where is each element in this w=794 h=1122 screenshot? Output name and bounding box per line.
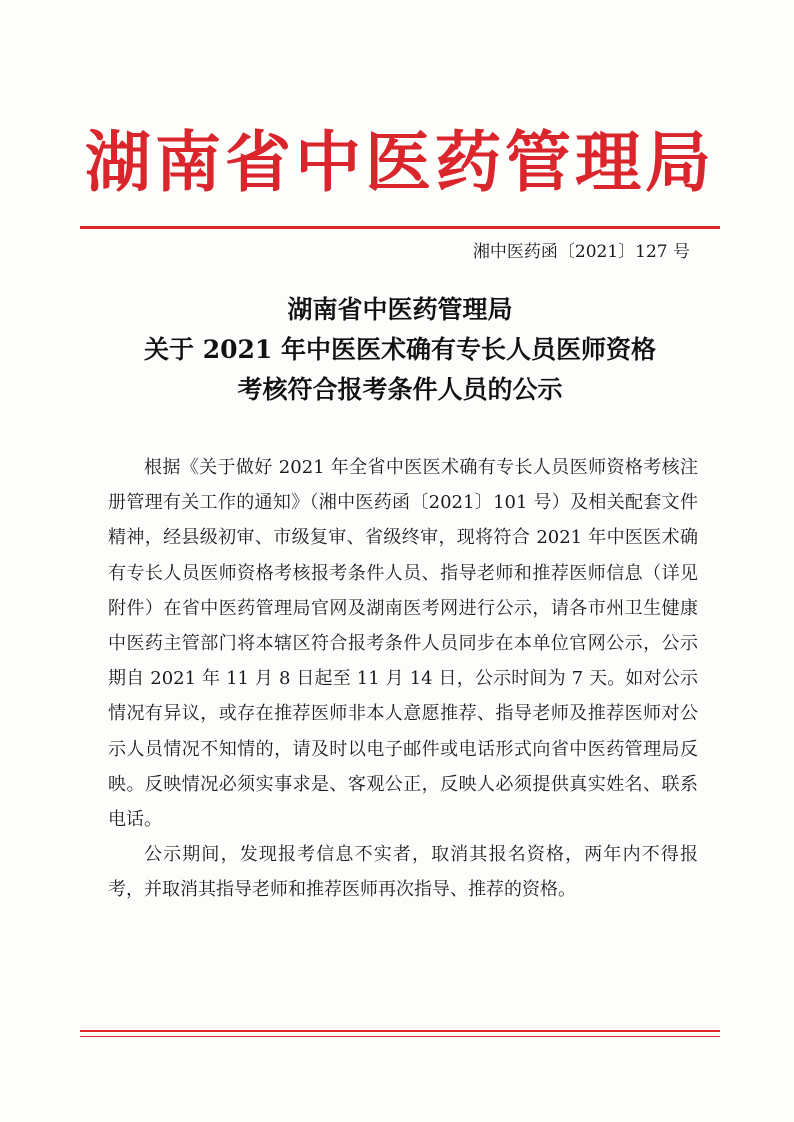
document-number: 湘中医药函〔2021〕127 号 — [472, 242, 690, 262]
body-paragraph-2: 公示期间，发现报考信息不实者，取消其报名资格，两年内不得报考，并取消其指导老师和推荐医师再次指导、推荐的资格。 — [108, 844, 698, 901]
body-paragraph-1: 根据《关于做好 2021 年全省中医医术确有专长人员医师资格考核注册管理有关工作的通知》（湘中医药函〔2021〕101 号）及相关配套文件精神，经县级初审、市级复审、省级终审，现将符合 2021 年中医医术确有专长人员医师资格考核报考条件人员、指导老师和推荐医师信息（详见附件）在省中医药管理局官网及湖南医考网进行公示，请各市州卫生健康中医药主管部门将本辖区符合报考条件人员同步在本单位官网公示，公示期自 2021 年 11 月 8 日起至 11 月 14 日，公示时间为 7 天。如对公示情况有异议，或存在推荐医师非本人意愿推荐、指导老师及推荐医师对公示人员情况不知情的，请及时以电子邮件或电话形式向省中医药管理局反映。反映情况必须实事求是、客观公正，反映人必须提供真实姓名、联系电话。 — [108, 457, 698, 831]
letterhead-red-rule — [80, 226, 720, 229]
title-line-3: 考核符合报考条件人员的公示 — [237, 375, 563, 404]
document-body — [108, 450, 698, 908]
document-title — [80, 290, 720, 410]
letterhead-org-name: 湖南省中医药管理局 — [85, 124, 715, 201]
footer-red-rule-thin — [80, 1036, 720, 1037]
title-line-1: 湖南省中医药管理局 — [287, 295, 513, 324]
title-line-2: 关于 2021 年中医医术确有专长人员医师资格 — [144, 335, 656, 364]
footer-red-rule-thick — [80, 1030, 720, 1032]
